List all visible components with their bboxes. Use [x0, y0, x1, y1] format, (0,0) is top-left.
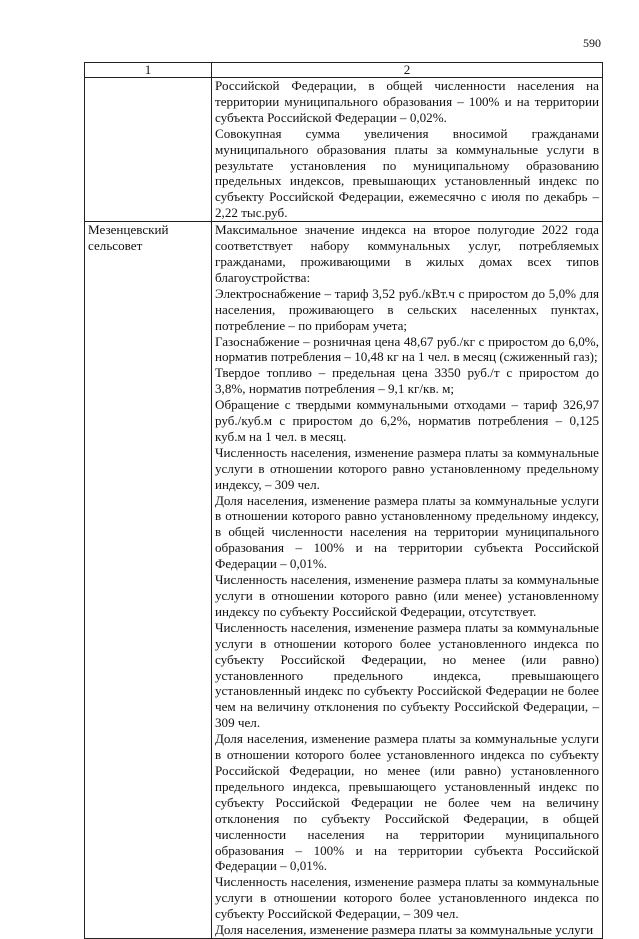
table-row: [85, 222, 603, 939]
page-number: 590: [583, 36, 601, 50]
description-paragraph: Доля населения, изменение размера платы за коммунальные услуги в отношении которого более установленного индекса по субъекту Российской Федерации, но менее (или равно) установленного предельного индекса, превышающего установленный индекс по субъекту Российской Федерации не более чем на величину отклонения по субъекту Российской Федерации, в общей численности населения на территории муниципального образования – 100% и на территории субъекта Российской Федерации – 0,01%.: [215, 731, 599, 874]
description-paragraph: Доля населения, изменение размера платы за коммунальные услуги в отношении которого равно установленному предельному индексу, в общей численности населения на территории муниципального образования – 100% и на территории субъекта Российской Федерации – 0,01%.: [215, 492, 599, 572]
description-paragraph: Численность населения, изменение размера платы за коммунальные услуги в отношении которого более установленного индекса по субъекту Российской Федерации, но менее (или равно) установленного предельного индекса, превышающего установленный индекс по субъекту Российской Федерации не более чем на величину отклонения по субъекту Российской Федерации, – 309 чел.: [215, 619, 599, 731]
column-header-1: 1: [85, 63, 212, 78]
table-row: [85, 78, 603, 222]
description-cell: [212, 78, 603, 222]
description-paragraph: Газоснабжение – розничная цена 48,67 руб./кг с приростом до 6,0%, норматив потребления – 10,48 кг на 1 чел. в месяц (сжиженный газ);: [215, 333, 599, 365]
description-paragraph: Российской Федерации, в общей численности населения на территории муниципального образования – 100% и на территории субъекта Российской Федерации – 0,02%.: [215, 78, 599, 125]
description-paragraph: Численность населения, изменение размера платы за коммунальные услуги в отношении которого более установленного индекса по субъекту Российской Федерации, – 309 чел.: [215, 874, 599, 922]
description-paragraph: Численность населения, изменение размера платы за коммунальные услуги в отношении которого равно (или менее) установленному индексу по субъекту Российской Федерации, отсутствует.: [215, 572, 599, 619]
municipality-name-cell: Мезенцевский сельсовет: [85, 222, 212, 939]
description-paragraph: Твердое топливо – предельная цена 3350 руб./т с приростом до 3,8%, норматив потребления – 9,1 кг/кв. м;: [215, 365, 599, 397]
description-paragraph: Доля населения, изменение размера платы за коммунальные услуги: [215, 922, 594, 938]
table-header-row: [85, 63, 603, 78]
municipality-name-cell: [85, 78, 212, 222]
description-paragraph: Обращение с твердыми коммунальными отходами – тариф 326,97 руб./куб.м с приростом до 6,2%, норматив потребления – 0,125 куб.м на 1 чел. в месяц.: [215, 397, 599, 444]
description-paragraph: Численность населения, изменение размера платы за коммунальные услуги в отношении которого равно установленному предельному индексу, – 309 чел.: [215, 444, 599, 492]
description-paragraph: Совокупная сумма увеличения вносимой гражданами муниципального образования платы за коммунальные услуги в результате установления по муниципальному образованию предельных индексов, превышающих установленный индекс по субъекту Российской Федерации, ежемесячно с июля по декабрь – 2,22 тыс.руб.: [215, 125, 599, 221]
document-table: [84, 62, 603, 939]
description-paragraph: Максимальное значение индекса на второе полугодие 2022 года соответствует набору коммунальных услуг, потребляемых гражданами, проживающими в жилых домах всех типов благоустройства:: [215, 222, 599, 285]
description-paragraph: Электроснабжение – тариф 3,52 руб./кВт.ч с приростом до 5,0% для населения, проживающего в сельских населенных пунктах, потребление – по приборам учета;: [215, 285, 599, 333]
description-cell: [212, 222, 603, 939]
column-header-2: 2: [212, 63, 603, 78]
